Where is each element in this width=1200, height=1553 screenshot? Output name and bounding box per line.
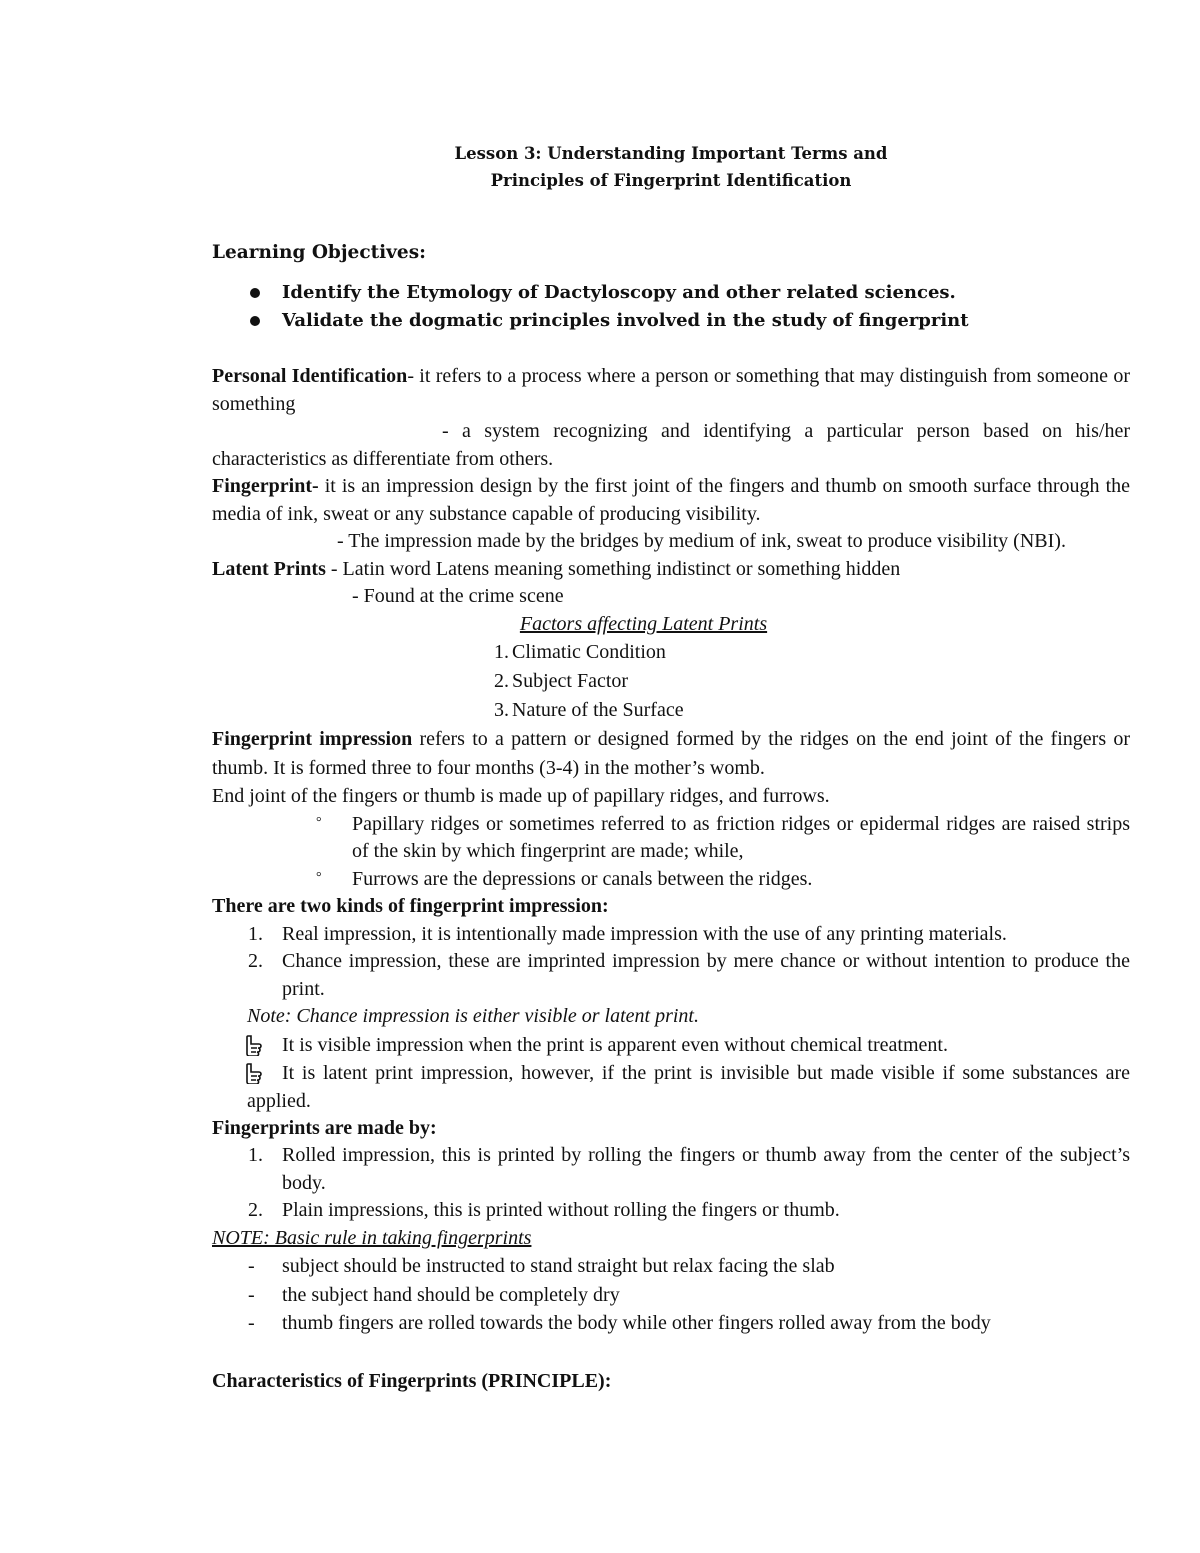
factors-heading: Factors affecting Latent Prints [519, 612, 768, 635]
kinds-list [212, 921, 1130, 1004]
hand-pointing-icon [245, 1034, 269, 1056]
made-by-heading: Fingerprints are made by: [212, 1116, 437, 1139]
latent-impression-item: It is latent print impression, however, if the print is invisible but made visible if some substances are applied. [247, 1061, 1130, 1112]
fingerprint-impression-definition: Fingerprint impression refers to a pattern or designed formed by the ridges on the end joint of the fingers or thumb. It is formed three to four months (3-4) in the mother’s womb. [212, 728, 1130, 779]
factor-item: 3. Nature of the Surface [494, 699, 684, 721]
objective-item: Validate the dogmatic principles involved in the study of fingerprint [212, 307, 1130, 335]
lesson-title [212, 140, 1130, 194]
kinds-item: 2. Chance impression, these are imprinted impression by mere chance or without intention to produce the print. [248, 950, 1130, 1000]
end-joint-text: End joint of the fingers or thumb is made up of papillary ridges, and furrows. [212, 785, 830, 807]
latent-prints-definition: Latent Prints - Latin word Latens meaning something indistinct or something hidden [212, 557, 901, 580]
fingerprint-def2: - The impression made by the bridges by medium of ink, sweat to produce visibility (NBI). [337, 530, 1066, 552]
characteristics-heading: Characteristics of Fingerprints (PRINCIPLE): [212, 1369, 612, 1392]
title-line-1: Lesson 3: Understanding Important Terms and [454, 144, 888, 163]
latent-prints-def2: - Found at the crime scene [352, 585, 564, 607]
made-by-list [212, 1142, 1130, 1225]
personal-identification-def2: - a system recognizing and identifying a particular person based on his/her characteristics as differentiate from others. [212, 420, 1130, 470]
basic-rule-list [212, 1252, 1130, 1338]
term-fingerprint: Fingerprint- [212, 475, 319, 497]
objectives-list [212, 279, 1130, 335]
term-fingerprint-impression: Fingerprint impression [212, 728, 413, 750]
basic-rule-item: - the subject hand should be completely dry [248, 1283, 620, 1306]
made-by-item: 2. Plain impressions, this is printed without rolling the fingers or thumb. [248, 1199, 840, 1221]
hand-pointing-icon [245, 1062, 269, 1084]
term-latent-prints: Latent Prints [212, 557, 326, 580]
basic-rule-item: - subject should be instructed to stand straight but relax facing the slab [248, 1255, 835, 1277]
visible-impression-item: It is visible impression when the print is apparent even without chemical treatment. [212, 1031, 1130, 1059]
objective-item: Identify the Etymology of Dactyloscopy and other related sciences. [212, 279, 1130, 307]
degree-bullet-icon: ° [316, 869, 322, 885]
title-line-2: Principles of Fingerprint Identification [490, 171, 852, 190]
kinds-item: 1. Real impression, it is intentionally made impression with the use of any printing materials. [248, 922, 1007, 945]
basic-rule-heading: NOTE: Basic rule in taking fingerprints [212, 1226, 532, 1249]
document-page [212, 140, 1130, 1395]
basic-rule-item: - thumb fingers are rolled towards the body while other fingers rolled away from the body [248, 1312, 991, 1334]
objectives-heading: Learning Objectives: [212, 242, 426, 263]
factor-item: 2. Subject Factor [494, 670, 629, 692]
ridges-item: ° Papillary ridges or sometimes referred to as friction ridges or epidermal ridges are raised strips of the skin by which fingerprint are made; while, [212, 811, 1130, 866]
made-by-item: 1. Rolled impression, this is printed by rolling the fingers or thumb away from the center of the subject’s body. [248, 1144, 1130, 1194]
personal-identification-definition: Personal Identification- it refers to a process where a person or something that may distinguish from someone or something [212, 365, 1130, 415]
factor-item: 1. Climatic Condition [494, 641, 666, 663]
bullet-dot-icon [250, 288, 260, 298]
fingerprint-definition: Fingerprint- it is an impression design by the first joint of the fingers and thumb on smooth surface through the media of ink, sweat or any substance capable of producing visibility. [212, 475, 1130, 525]
ridges-item: ° Furrows are the depressions or canals between the ridges. [212, 866, 1130, 894]
bullet-dot-icon [250, 316, 260, 326]
factors-list [212, 638, 1130, 725]
term-personal-identification: Personal Identification [212, 365, 408, 387]
chance-impression-note: Note: Chance impression is either visible or latent print. [247, 1005, 699, 1027]
kinds-heading: There are two kinds of fingerprint impression: [212, 895, 609, 917]
degree-bullet-icon: ° [316, 814, 322, 830]
